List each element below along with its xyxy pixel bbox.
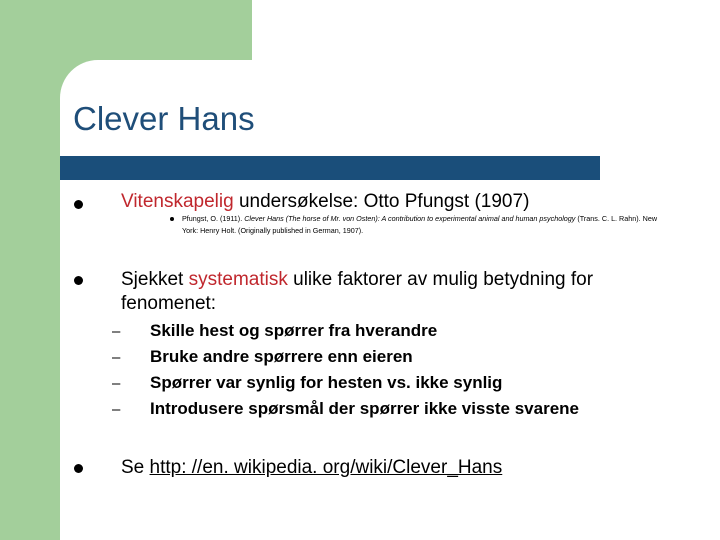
highlight-word: Vitenskapelig [121, 191, 234, 212]
bullet-dot [74, 464, 83, 473]
sub-item: Introdusere spørsmål der spørrer ikke visste svarene [150, 399, 579, 418]
reference-citation: Pfungst, O. (1911). Clever Hans (The horse of Mr. von Osten): A contribution to experimental animal and human psychology (Trans. C. L. Rahn). New York: Henry Holt. (Originally published in German, 1907). [182, 214, 658, 235]
bullet-dot [74, 200, 83, 209]
sub-item: Spørrer var synlig for hesten vs. ikke synlig [150, 373, 503, 392]
green-background-left [0, 0, 60, 540]
sub-item: Skille hest og spørrer fra hverandre [150, 321, 438, 340]
bullet-2-text: Sjekket systematisk ulike faktorer av mulig betydning for [121, 269, 594, 290]
bullet-3-text: Se http: //en. wikipedia. org/wiki/Clever_Hans [121, 457, 503, 478]
dash-marker: – [112, 349, 121, 366]
title-underline-bar [60, 156, 600, 180]
bullet-1-text: Vitenskapelig undersøkelse: Otto Pfungst (1907) [121, 191, 530, 212]
slide-title: Clever Hans [73, 100, 255, 137]
sub-item: Bruke andre spørrere enn eieren [150, 347, 413, 366]
dash-marker: – [112, 401, 121, 418]
bullet-dot [74, 276, 83, 285]
sub-bullet-dot [170, 217, 174, 221]
bullet-2-text-line2: fenomenet: [121, 293, 217, 314]
highlight-word: systematisk [188, 269, 288, 290]
dash-marker: – [112, 323, 121, 340]
dash-marker: – [112, 375, 121, 392]
wikipedia-link[interactable]: http: //en. wikipedia. org/wiki/Clever_Hans [149, 457, 503, 478]
